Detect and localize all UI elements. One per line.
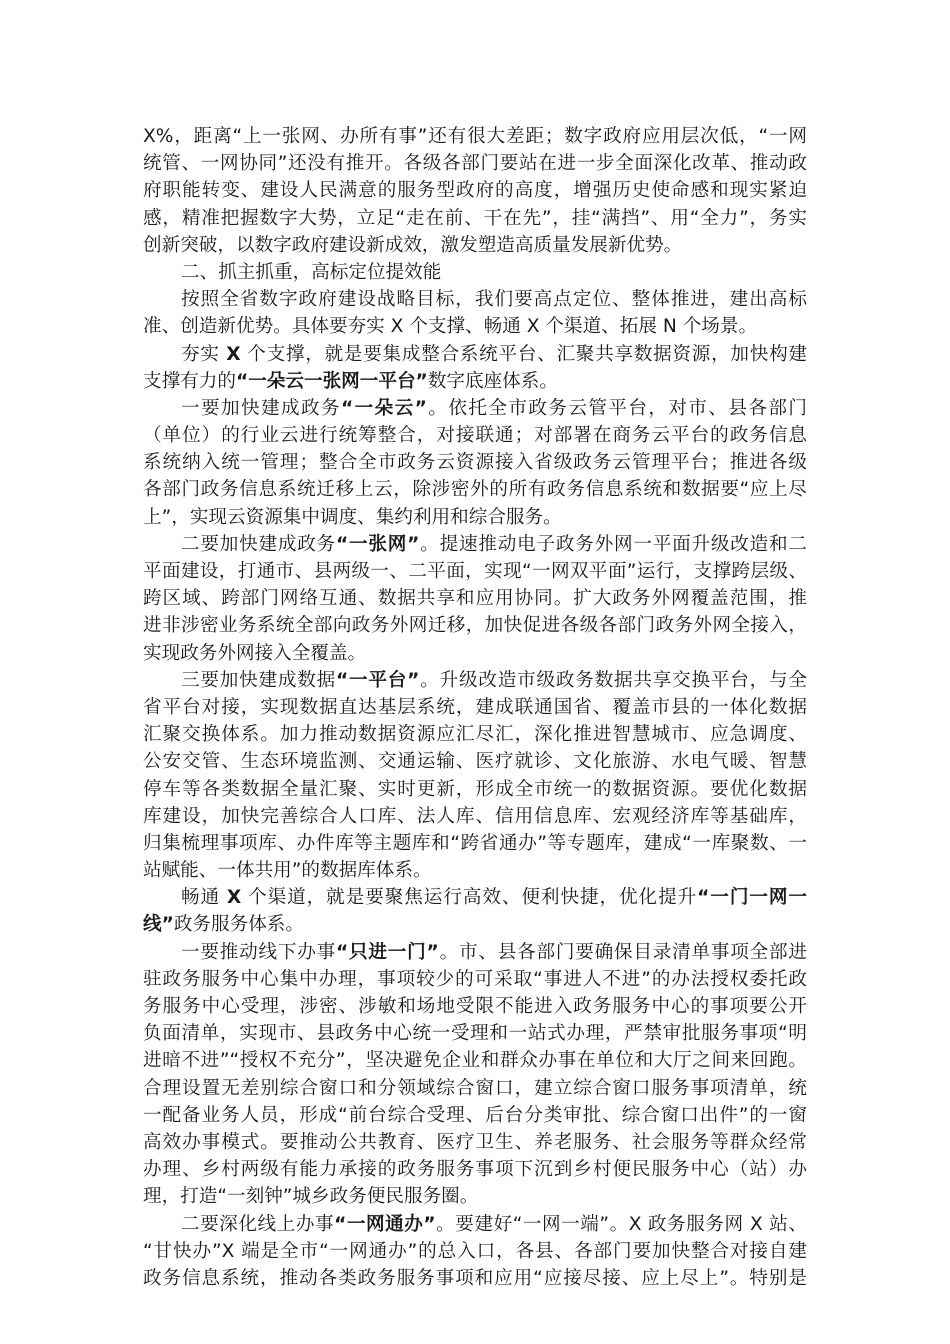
text-line: [143, 830, 807, 857]
text-segment: 。依托全市政务云管平台，对市、县各部门: [426, 397, 807, 419]
text-line: [143, 449, 807, 476]
text-segment: 三要加快建成数据: [181, 669, 337, 691]
text-segment: （单位）的行业云进行统筹整合，对接联通；对部署在商务云平台的政务信息: [143, 425, 807, 447]
text-segment: 办理、乡村两级有能力承接的政务服务事项下沉到乡村便民服务中心（站）办: [143, 1159, 807, 1181]
text-line: [143, 911, 807, 938]
text-line: [143, 531, 807, 558]
text-segment: 一配备业务人员，形成“前台综合受理、后台分类审批、综合窗口出件”的一窗: [143, 1104, 807, 1126]
text-segment: 各部门政务信息系统迁移上云，除涉密外的所有政务信息系统和数据要“应上尽: [143, 479, 807, 501]
text-line: [143, 585, 807, 612]
text-line: [143, 884, 807, 911]
text-line: [143, 1102, 807, 1129]
text-line: [143, 721, 807, 748]
text-segment: 。市、县各部门要确保目录清单事项全部进: [438, 941, 807, 963]
text-line: [143, 748, 807, 775]
text-line: [143, 667, 807, 694]
text-segment: 库建设，加快完善综合人口库、法人库、信用信息库、宏观经济库等基础库，: [143, 805, 807, 827]
text-segment: 创新突破，以数字政府建设新成效，激发塑造高质量发展新优势。: [143, 234, 683, 256]
text-segment: 站赋能、一体共用”的数据库体系。: [143, 860, 432, 882]
text-segment: 二要加快建成政务: [181, 533, 337, 555]
text-segment: “甘快办”X 端是全市“一网通办”的总入口，各县、各部门要加快整合对接自建: [143, 1240, 807, 1262]
text-line: [143, 177, 807, 204]
bold-text-segment: “一门一网一: [697, 887, 807, 909]
text-line: [143, 504, 807, 531]
text-line: [143, 1211, 807, 1238]
text-line: [143, 1238, 807, 1265]
text-line: [143, 259, 807, 286]
text-segment: 合理设置无差别综合窗口和分领域综合窗口，建立综合窗口服务事项清单，统: [143, 1077, 807, 1099]
text-line: [143, 803, 807, 830]
text-line: [143, 1020, 807, 1047]
text-segment: 实现政务外网接入全覆盖。: [143, 642, 367, 664]
text-segment: 二、抓主抓重，高标定位提效能: [181, 261, 442, 283]
text-line: [143, 558, 807, 585]
text-line: [143, 123, 807, 150]
text-segment: 政务信息系统，推动各类政务服务事项和应用“应接尽接、应上尽上”。特别是: [143, 1267, 807, 1289]
text-segment: 统管、一网协同”还没有推开。各级各部门要站在进一步全面深化改革、推动政: [143, 153, 807, 175]
text-line: [143, 857, 807, 884]
text-line: [143, 286, 807, 313]
text-line: [143, 694, 807, 721]
text-segment: 停车等各类数据全量汇聚、实时更新，形成全市统一的数据资源。要优化数据: [143, 778, 807, 800]
text-segment: 高效办事模式。要推动公共教育、医疗卫生、养老服务、社会服务等群众经常: [143, 1131, 807, 1153]
text-line: [143, 1047, 807, 1074]
text-segment: 省平台对接，实现数据直达基层系统，建成联通国省、覆盖市县的一体化数据: [143, 696, 807, 718]
text-segment: 务服务中心受理，涉密、涉敏和场地受限不能进入政务服务中心的事项要公开: [143, 996, 807, 1017]
text-segment: 按照全省数字政府建设战略目标，我们要高点定位、整体推进，建出高标: [181, 289, 807, 311]
bold-text-segment: “一朵云”: [341, 397, 427, 419]
text-segment: 平面建设，打通市、县两级一、二平面，实现“一网双平面”运行，支撑跨层级、: [143, 561, 807, 582]
text-segment: 一要加快建成政务: [181, 397, 342, 419]
text-segment: 政务服务体系。: [173, 914, 304, 936]
text-segment: X%，距离“上一张网、办所有事”还有很大差距；数字政府应用层次低，“一网: [143, 126, 807, 147]
text-segment: 。提速推动电子政务外网一平面升级改造和二: [419, 533, 807, 555]
text-line: [143, 1156, 807, 1183]
text-segment: 个渠道，就是要聚焦运行高效、便利快捷，优化提升: [241, 887, 698, 909]
text-line: [143, 205, 807, 232]
text-segment: 上”，实现云资源集中调度、集约利用和综合服务。: [143, 506, 562, 528]
bold-text-segment: “只进一门”: [336, 941, 439, 963]
text-line: [143, 640, 807, 667]
text-segment: 负面清单，实现市、县政务中心统一受理和一站式办理，严禁审批服务事项“明: [143, 1023, 807, 1045]
text-segment: 感，精准把握数字大势，立足“走在前、干在先”，挂“满挡”、用“全力”，务实: [143, 207, 807, 229]
text-segment: 跨区域、跨部门网络互通、数据共享和应用协同。扩大政务外网覆盖范围，推: [143, 588, 807, 610]
text-segment: 畅通: [181, 887, 227, 909]
text-line: [143, 313, 807, 340]
text-segment: 汇聚交换体系。加力推动数据资源应汇尽汇，深化推进智慧城市、应急调度、: [143, 724, 807, 746]
text-segment: 进非涉密业务系统全部向政务外网迁移，加快促进各级各部门政务外网全接入，: [143, 615, 807, 637]
text-segment: 。要建好“一网一端”。X 政务服务网 X 站、: [435, 1213, 807, 1235]
text-line: [143, 341, 807, 368]
text-segment: 公安交管、生态环境监测、交通运输、医疗就诊、文化旅游、水电气暖、智慧: [143, 751, 807, 773]
text-segment: 驻政务服务中心集中办理，事项较少的可采取“事进人不进”的办法授权委托政: [143, 968, 807, 990]
text-line: [143, 612, 807, 639]
bold-text-segment: “一张网”: [336, 533, 420, 555]
text-line: [143, 368, 807, 395]
text-line: [143, 966, 807, 993]
text-segment: 夯实: [181, 343, 227, 365]
bold-text-segment: “一朵云一张网一平台”: [235, 370, 428, 392]
bold-text-segment: 线”: [143, 914, 174, 936]
text-line: [143, 1265, 807, 1292]
text-segment: 。升级改造市级政务数据共享交换平台，与全: [419, 669, 807, 691]
text-segment: 个支撑，就是要集成整合系统平台、汇聚共享数据资源，加快构建: [240, 343, 807, 365]
text-line: [143, 1129, 807, 1156]
text-segment: 支撑有力的: [143, 370, 236, 392]
text-segment: 数字底座体系。: [427, 370, 558, 392]
text-line: [143, 776, 807, 803]
text-line: [143, 1075, 807, 1102]
text-line: [143, 395, 807, 422]
text-line: [143, 1183, 807, 1210]
bold-text-segment: X: [226, 887, 242, 909]
text-segment: 一要推动线下办事: [181, 941, 337, 963]
text-line: [143, 150, 807, 177]
bold-text-segment: X: [226, 343, 241, 365]
text-segment: 归集梳理事项库、办件库等主题库和“跨省通办”等专题库，建成“一库聚数、一: [143, 832, 807, 854]
text-line: [143, 939, 807, 966]
bold-text-segment: “一网通办”: [334, 1213, 436, 1235]
text-line: [143, 232, 807, 259]
text-segment: 二要深化线上办事: [181, 1213, 335, 1235]
text-line: [143, 422, 807, 449]
text-line: [143, 476, 807, 503]
text-line: [143, 993, 807, 1020]
text-segment: 理，打造“一刻钟”城乡政务便民服务圈。: [143, 1186, 479, 1208]
bold-text-segment: “一平台”: [336, 669, 420, 691]
text-segment: 府职能转变、建设人民满意的服务型政府的高度，增强历史使命感和现实紧迫: [143, 180, 807, 202]
document-body: [143, 123, 807, 1292]
text-segment: 系统纳入统一管理；整合全市政务云资源接入省级政务云管理平台；推进各级: [143, 452, 807, 474]
text-segment: 准、创造新优势。具体要夯实 X 个支撑、畅通 X 个渠道、拓展 N 个场景。: [143, 316, 758, 338]
text-segment: 进暗不进”“授权不充分”，坚决避免企业和群众办事在单位和大厅之间来回跑。: [143, 1050, 807, 1072]
